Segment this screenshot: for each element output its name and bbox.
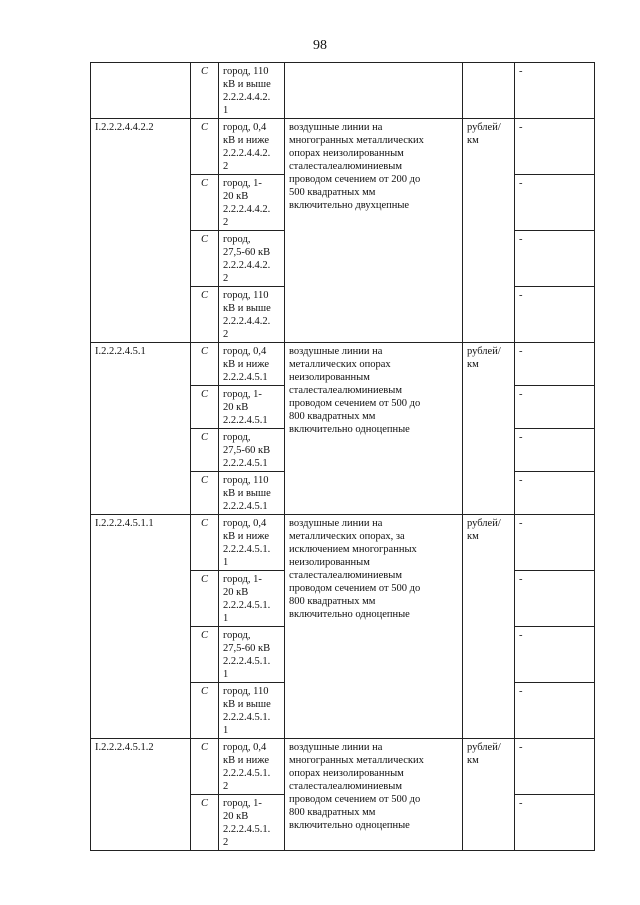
rate-value-cell: - (515, 386, 595, 429)
table-row (91, 63, 595, 119)
voltage-level-cell: город, 0,4 кВ и ниже 2.2.2.4.4.2. 2 (219, 119, 285, 175)
rate-value-cell: - (515, 287, 595, 343)
row-type-cell: C (191, 386, 219, 429)
unit-cell: рублей/ км (463, 119, 515, 343)
unit-cell (463, 63, 515, 119)
row-type-cell: C (191, 683, 219, 739)
row-code-cell: I.2.2.2.4.4.2.2 (91, 119, 191, 343)
row-type-cell: C (191, 627, 219, 683)
unit-cell: рублей/ км (463, 515, 515, 739)
rate-value-cell: - (515, 739, 595, 795)
line-description-cell: воздушные линии на многогранных металлических опорах неизолированным сталесталеалюминиевым проводом сечением от 500 до 800 квадратных мм включительно одноцепные (285, 739, 463, 851)
table-row (91, 119, 595, 175)
row-code-cell: I.2.2.2.4.5.1 (91, 343, 191, 515)
voltage-level-cell: город, 0,4 кВ и ниже 2.2.2.4.5.1 (219, 343, 285, 386)
voltage-level-cell: город, 0,4 кВ и ниже 2.2.2.4.5.1. 1 (219, 515, 285, 571)
rate-value-cell: - (515, 683, 595, 739)
row-code-cell: I.2.2.2.4.5.1.2 (91, 739, 191, 851)
rate-value-cell: - (515, 119, 595, 175)
rate-value-cell: - (515, 571, 595, 627)
voltage-level-cell: город, 110 кВ и выше 2.2.2.4.5.1 (219, 472, 285, 515)
voltage-level-cell: город, 27,5-60 кВ 2.2.2.4.4.2. 2 (219, 231, 285, 287)
table-row (91, 739, 595, 795)
table-row (91, 343, 595, 386)
unit-cell: рублей/ км (463, 739, 515, 851)
row-code-cell (91, 63, 191, 119)
row-type-cell: C (191, 429, 219, 472)
rate-value-cell: - (515, 231, 595, 287)
voltage-level-cell: город, 110 кВ и выше 2.2.2.4.4.2. 1 (219, 63, 285, 119)
row-type-cell: C (191, 739, 219, 795)
row-type-cell: C (191, 119, 219, 175)
rate-value-cell: - (515, 429, 595, 472)
voltage-level-cell: город, 1- 20 кВ 2.2.2.4.5.1 (219, 386, 285, 429)
tariff-table (90, 62, 595, 851)
voltage-level-cell: город, 27,5-60 кВ 2.2.2.4.5.1. 1 (219, 627, 285, 683)
voltage-level-cell: город, 27,5-60 кВ 2.2.2.4.5.1 (219, 429, 285, 472)
rate-value-cell: - (515, 472, 595, 515)
row-type-cell: C (191, 472, 219, 515)
unit-cell: рублей/ км (463, 343, 515, 515)
table-row (91, 515, 595, 571)
line-description-cell: воздушные линии на металлических опорах неизолированным сталесталеалюминиевым проводом сечением от 500 до 800 квадратных мм включительно одноцепные (285, 343, 463, 515)
line-description-cell: воздушные линии на металлических опорах, за исключением многогранных неизолированным сталесталеалюминиевым проводом сечением от 500 до 800 квадратных мм включительно одноцепные (285, 515, 463, 739)
voltage-level-cell: город, 1- 20 кВ 2.2.2.4.5.1. 2 (219, 795, 285, 851)
rate-value-cell: - (515, 627, 595, 683)
rate-value-cell: - (515, 343, 595, 386)
row-type-cell: C (191, 795, 219, 851)
voltage-level-cell: город, 0,4 кВ и ниже 2.2.2.4.5.1. 2 (219, 739, 285, 795)
rate-value-cell: - (515, 175, 595, 231)
row-type-cell: C (191, 287, 219, 343)
rate-value-cell: - (515, 795, 595, 851)
voltage-level-cell: город, 1- 20 кВ 2.2.2.4.5.1. 1 (219, 571, 285, 627)
line-description-cell: воздушные линии на многогранных металлических опорах неизолированным сталесталеалюминиевым проводом сечением от 200 до 500 квадратных мм включительно двухцепные (285, 119, 463, 343)
row-type-cell: C (191, 63, 219, 119)
row-code-cell: I.2.2.2.4.5.1.1 (91, 515, 191, 739)
rate-value-cell: - (515, 515, 595, 571)
row-type-cell: C (191, 515, 219, 571)
row-type-cell: C (191, 175, 219, 231)
rate-value-cell: - (515, 63, 595, 119)
row-type-cell: C (191, 343, 219, 386)
voltage-level-cell: город, 1- 20 кВ 2.2.2.4.4.2. 2 (219, 175, 285, 231)
row-type-cell: C (191, 571, 219, 627)
voltage-level-cell: город, 110 кВ и выше 2.2.2.4.4.2. 2 (219, 287, 285, 343)
voltage-level-cell: город, 110 кВ и выше 2.2.2.4.5.1. 1 (219, 683, 285, 739)
row-type-cell: C (191, 231, 219, 287)
line-description-cell (285, 63, 463, 119)
page-number: 98 (313, 38, 327, 53)
